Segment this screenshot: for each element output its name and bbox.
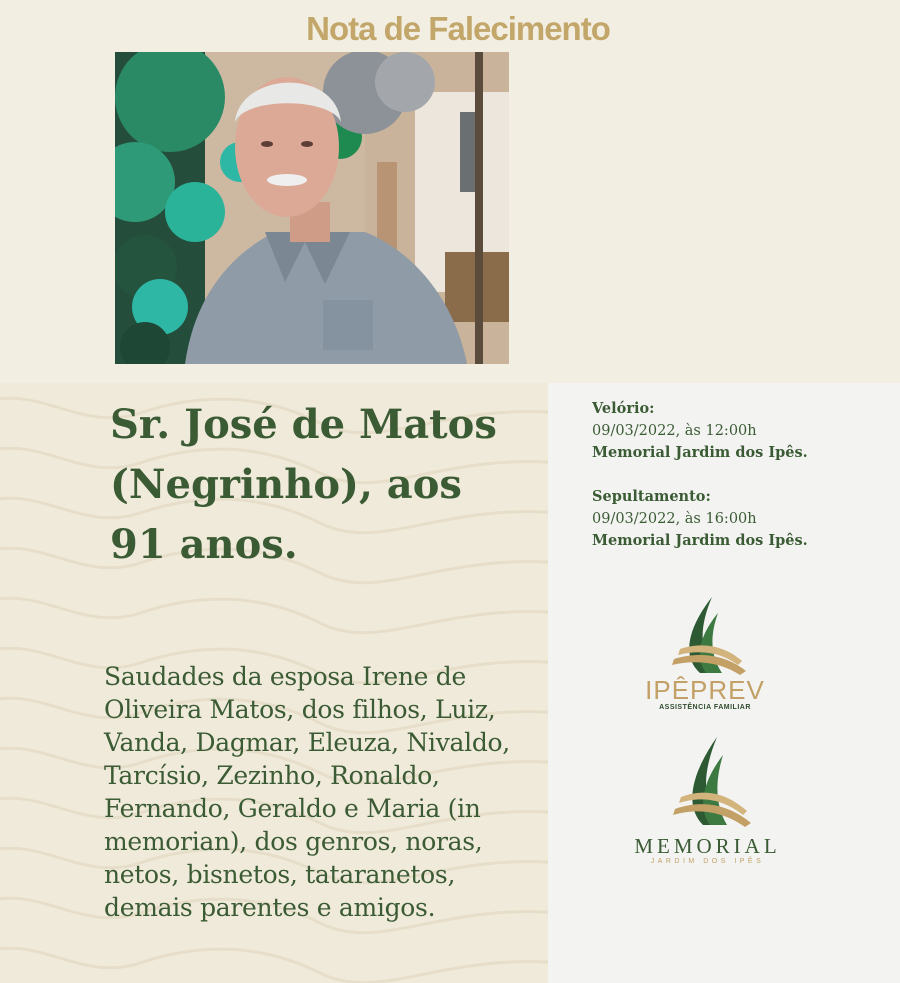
wake-label: Velório:: [592, 400, 655, 417]
wake-info: [592, 398, 882, 464]
deceased-name: Sr. José de Matos (Negrinho), aos 91 anos.: [110, 401, 497, 568]
ipeprev-wordmark: IPÊPREV: [645, 675, 765, 705]
memorial-tagline: JARDIM DOS IPÊS: [650, 858, 765, 865]
leaf-flame-emblem-icon: [663, 735, 753, 829]
memorial-logo: [625, 735, 790, 867]
ipeprev-tagline: ASSISTÊNCIA FAMILIAR: [659, 704, 751, 711]
burial-label: Sepultamento:: [592, 488, 711, 505]
tribute-text: Saudades da esposa Irene de Oliveira Matos, dos filhos, Luiz, Vanda, Dagmar, Eleuza, Nivaldo, Tarcísio, Zezinho, Ronaldo, Fernando, Geraldo e Maria (in memorian), dos genros, noras, netos, bisnetos, tataranetos, demais parentes e amigos.: [104, 662, 510, 922]
wake-datetime: 09/03/2022, às 12:00h: [592, 423, 757, 439]
page-title: Nota de Falecimento: [306, 10, 610, 47]
burial-place: Memorial Jardim dos Ipês.: [592, 532, 808, 549]
ipeprev-logo: [620, 595, 790, 713]
deceased-photo: [115, 52, 509, 364]
wake-place: Memorial Jardim dos Ipês.: [592, 444, 808, 461]
burial-datetime: 09/03/2022, às 16:00h: [592, 511, 757, 527]
memorial-wordmark: MEMORIAL: [634, 834, 781, 858]
burial-info: [592, 486, 882, 552]
leaf-flame-emblem-icon: [660, 595, 750, 677]
